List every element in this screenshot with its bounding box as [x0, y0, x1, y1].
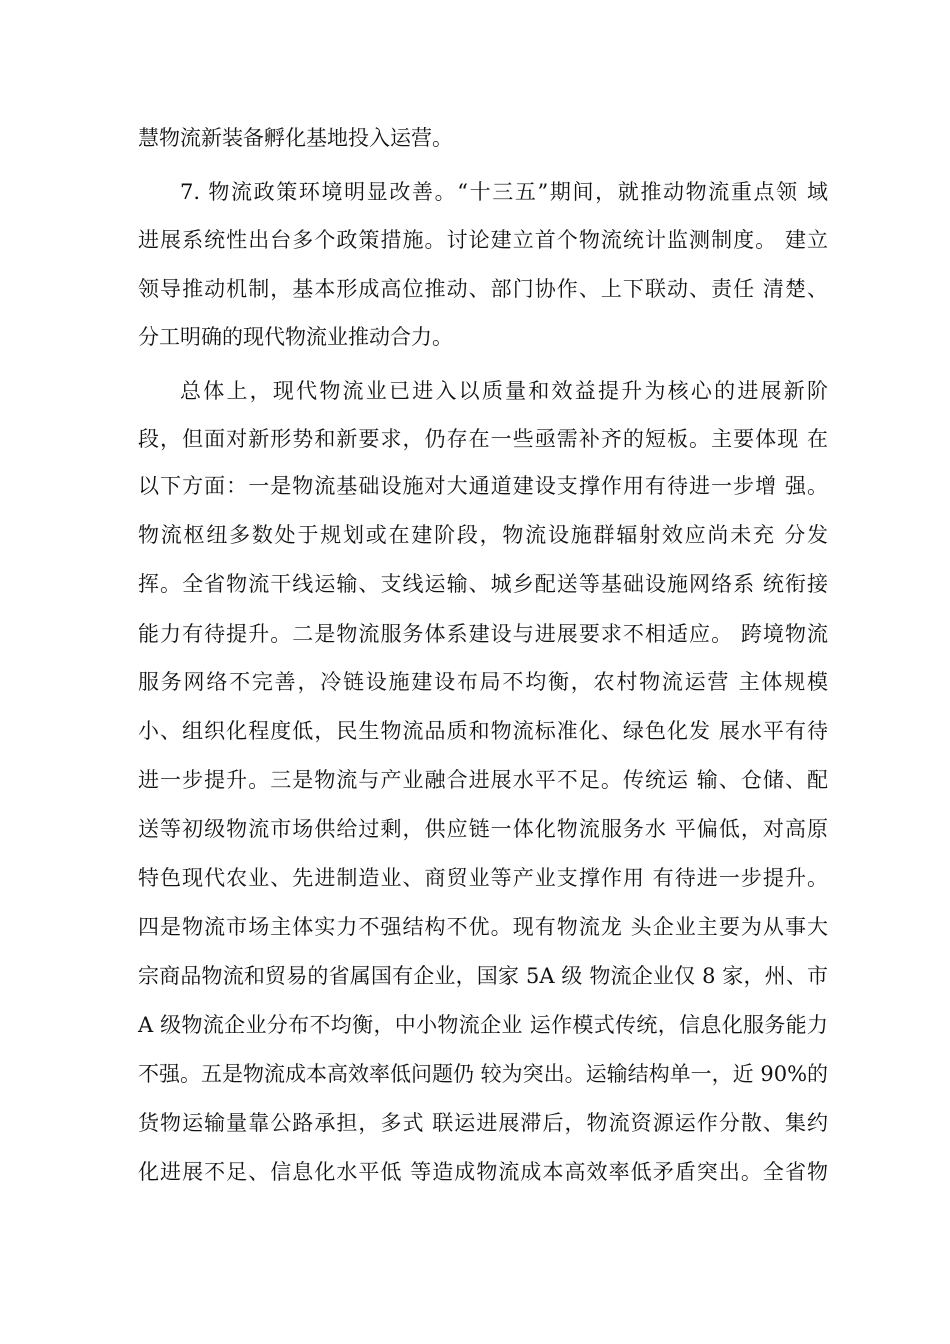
text-line: 进展系统性出台多个政策措施。讨论建立首个物流统计监测制度。 建立	[138, 228, 828, 252]
text-line: 段，但面对新形势和新要求，仍存在一些亟需补齐的短板。主要体现 在	[138, 427, 828, 451]
text-line: 总体上，现代物流业已进入以质量和效益提升为核心的进展新阶	[180, 379, 828, 403]
text-line: 特色现代农业、先进制造业、商贸业等产业支撑作用 有待进一步提升。	[138, 866, 828, 890]
text-line: 货物运输量靠公路承担，多式 联运进展滞后，物流资源运作分散、集约	[138, 1111, 828, 1135]
text-line: 化进展不足、信息化水平低 等造成物流成本高效率低矛盾突出。全省物	[138, 1160, 828, 1184]
text-line: 四是物流市场主体实力不强结构不优。现有物流龙 头企业主要为从事大	[138, 915, 828, 939]
text-line: 7. 物流政策环境明显改善。“十三五”期间，就推动物流重点领 域	[180, 180, 828, 204]
text-line: 服务网络不完善，冷链设施建设布局不均衡，农村物流运营 主体规模	[138, 670, 828, 694]
text-line: A 级物流企业分布不均衡，中小物流企业 运作模式传统，信息化服务能力	[138, 1013, 828, 1037]
text-line: 分工明确的现代物流业推动合力。	[138, 325, 453, 349]
text-line: 能力有待提升。二是物流服务体系建设与进展要求不相适应。 跨境物流	[138, 622, 828, 646]
text-line: 进一步提升。三是物流与产业融合进展水平不足。传统运 输、仓储、配	[138, 768, 828, 792]
text-line: 不强。五是物流成本高效率低问题仍 较为突出。运输结构单一，近 90%的	[138, 1062, 829, 1086]
text-line: 送等初级物流市场供给过剩，供应链一体化物流服务水 平偏低，对高原	[138, 817, 828, 841]
text-line: 领导推动机制，基本形成高位推动、部门协作、上下联动、责任 清楚、	[138, 277, 828, 301]
text-line: 挥。全省物流干线运输、支线运输、城乡配送等基础设施网络系 统衔接	[138, 572, 828, 596]
text-line: 以下方面：一是物流基础设施对大通道建设支撑作用有待进一步增 强。	[138, 474, 828, 498]
text-line: 宗商品物流和贸易的省属国有企业，国家 5A 级 物流企业仅 8 家，州、市	[138, 964, 828, 988]
text-line: 小、组织化程度低，民生物流品质和物流标准化、绿色化发 展水平有待	[138, 719, 828, 743]
text-line: 物流枢纽多数处于规划或在建阶段，物流设施群辐射效应尚未充 分发	[138, 523, 828, 547]
text-line: 慧物流新装备孵化基地投入运营。	[138, 126, 453, 150]
